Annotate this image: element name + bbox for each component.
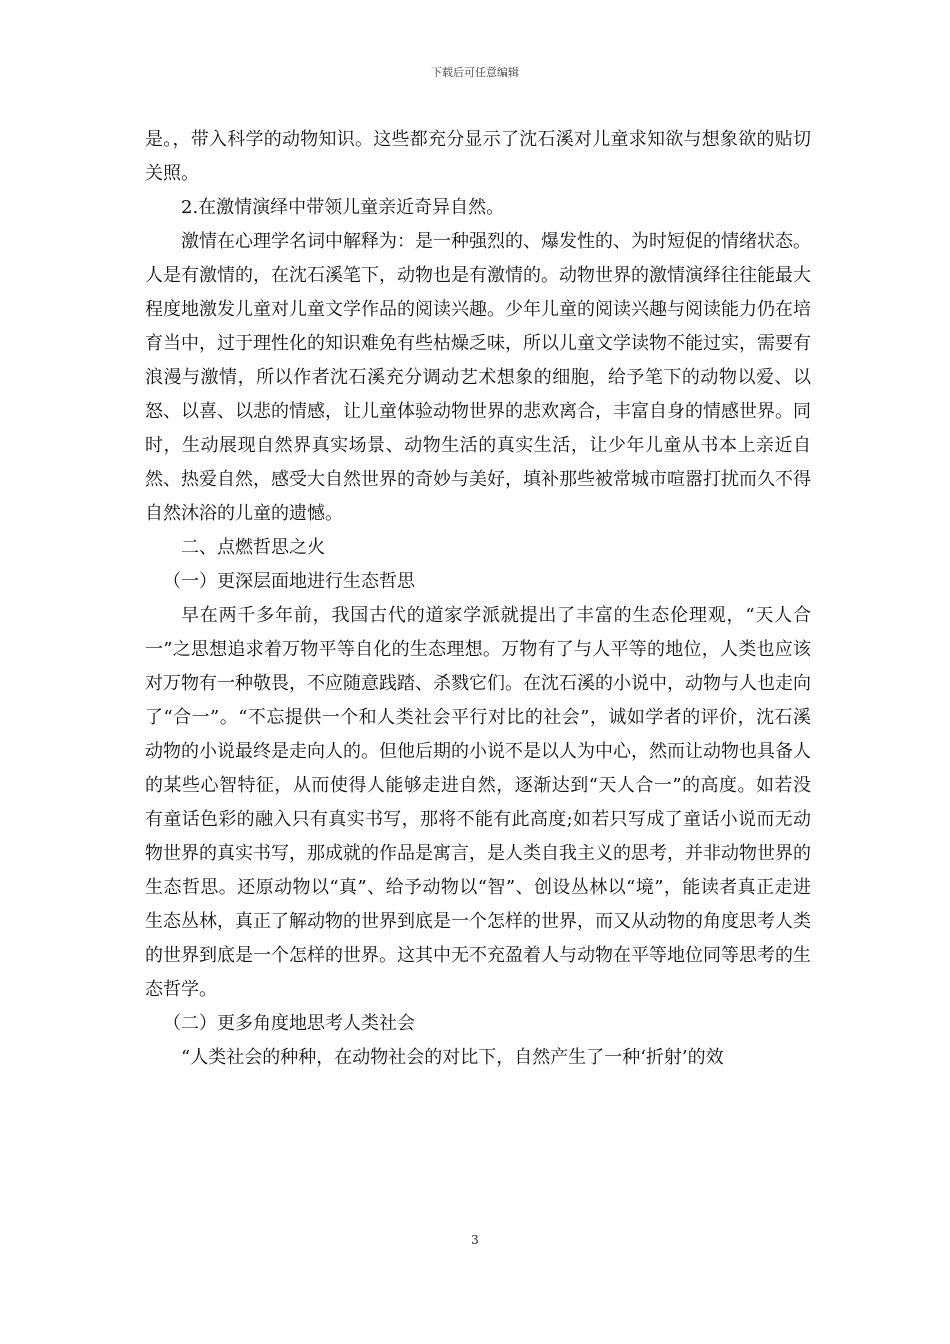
subsection-heading-society: （二）更多角度地思考人类社会 [163,1013,415,1034]
paragraph-ecology: 早在两千多年前，我国古代的道家学派就提出了丰富的生态伦理观，“天人合一”之思想追求着万物平等自化的生态理想。万物有了与人平等的地位，人类也应该对万物有一种敬畏，不应随意践踏、杀戮它们。在沈石溪的小说中，动物与人也走向了“合一”。“不忘提供一个和人类社会平行对比的社会”，诚如学者的评价，沈石溪动物的小说最终是走向人的。但他后期的小说不是以人为中心，然而让动物也具备人的某些心智特征，从而使得人能够走进自然，逐渐达到“天人合一”的高度。如若没有童话色彩的融入只有真实书写，那将不能有此高度;如若只写成了童话小说而无动物世界的真实书写，那成就的作品是寓言，是人类自我主义的思考，并非动物世界的生态哲思。还原动物以“真”、给予动物以“智”、创设丛林以“境”，能读者真正走进生态丛林，真正了解动物的世界到底是一个怎样的世界，而又从动物的角度思考人类的世界到底是一个怎样的世界。这其中无不充盈着人与动物在平等地位同等思考的生态哲学。 [145,605,811,1000]
page-header: 下载后可任意编辑 [431,66,519,79]
paragraph-continuation: 是。，带入科学的动物知识。这些都充分显示了沈石溪对儿童求知欲与想象欲的贴切关照。 [145,129,811,184]
page-number: 3 [471,1233,479,1247]
section-heading-philosophy: 二、点燃哲思之火 [181,537,325,558]
document-body [145,123,811,1075]
subsection-heading-ecology: （一）更深层面地进行生态哲思 [163,571,415,592]
section-heading-2: 2.在激情演绎中带领儿童亲近奇异自然。 [181,197,505,218]
paragraph-society: “人类社会的种种，在动物社会的对比下，自然产生了一种‘折射’的效 [181,1047,724,1068]
paragraph-passion: 激情在心理学名词中解释为：是一种强烈的、爆发性的、为时短促的情绪状态。人是有激情的，在沈石溪笔下，动物也是有激情的。动物世界的激情演绎往往能最大程度地激发儿童对儿童文学作品的阅读兴趣。少年儿童的阅读兴趣与阅读能力仍在培育当中，过于理性化的知识难免有些枯燥乏味，所以儿童文学读物不能过实，需要有浪漫与激情，所以作者沈石溪充分调动艺术想象的细胞，给予笔下的动物以爱、以怒、以喜、以悲的情感，让儿童体验动物世界的悲欢离合，丰富自身的情感世界。同时，生动展现自然界真实场景、动物生活的真实生活，让少年儿童从书本上亲近自然、热爱自然，感受大自然世界的奇妙与美好，填补那些被常城市喧嚣打扰而久不得自然沐浴的儿童的遗憾。 [145,231,811,524]
